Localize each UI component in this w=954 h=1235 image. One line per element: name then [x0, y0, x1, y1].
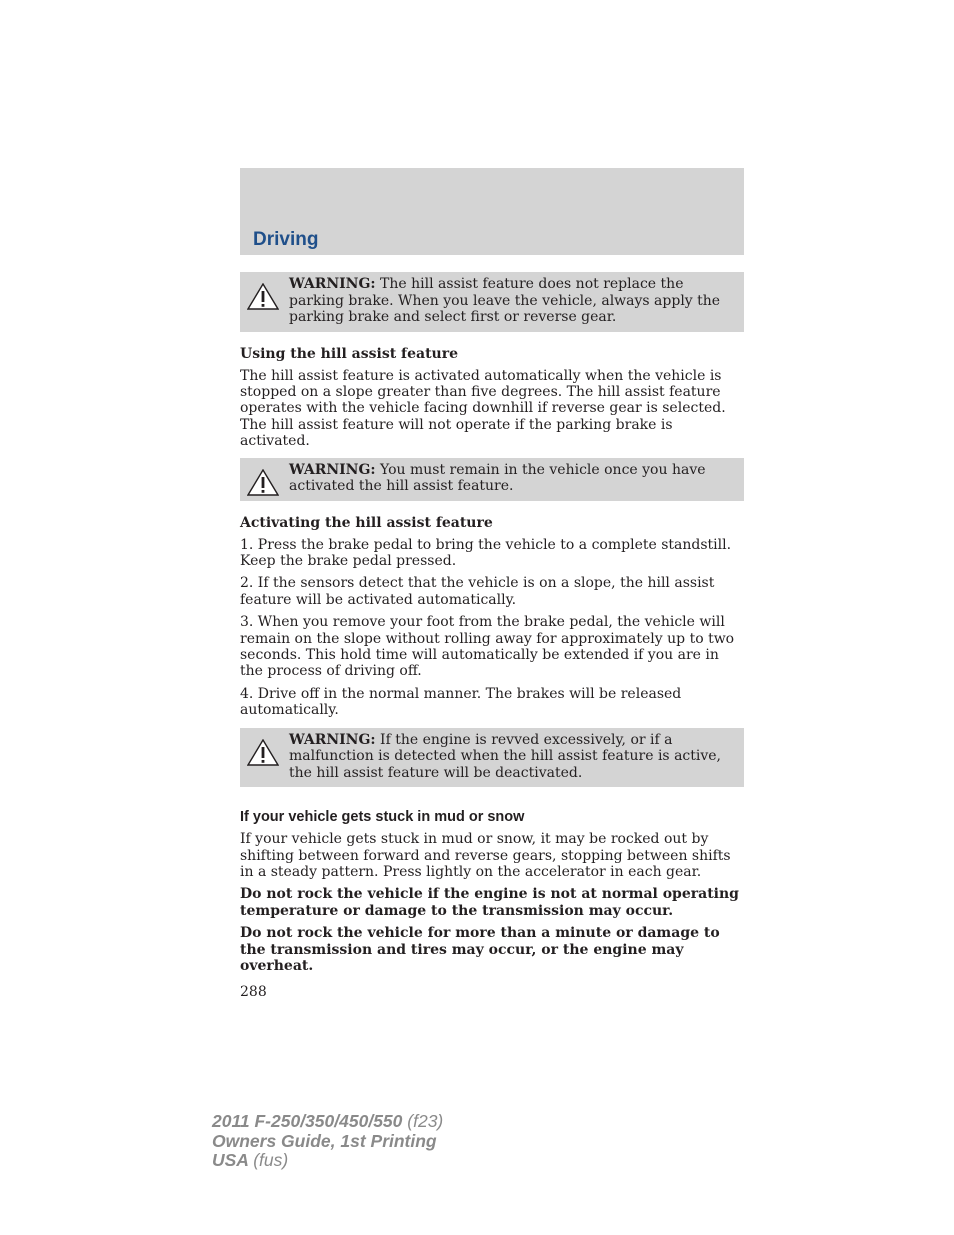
warning-label: WARNING:: [289, 276, 376, 292]
page-number: 288: [240, 984, 267, 1001]
caution-paragraph: Do not rock the vehicle for more than a minute or damage to the transmission and tires may occur, or the engine may overheat.: [240, 925, 720, 974]
section-title: Driving: [253, 229, 319, 250]
warning-label: WARNING:: [289, 731, 376, 748]
warning-triangle-icon: [247, 739, 279, 766]
footer-market-code: (fus): [253, 1150, 289, 1170]
subheading: Using the hill assist feature: [240, 345, 458, 362]
warning-label: WARNING:: [289, 461, 376, 478]
paragraph: If your vehicle gets stuck in mud or snow, it may be rocked out by shifting between forward and reverse gears, stopping between shifts in a steady pattern. Press lightly on the accelerator in each gear.: [240, 831, 731, 880]
warning-text: If the engine is revved excessively, or if a malfunction is detected when the hill assist feature is active, the hill assist feature will be deactivated.: [289, 731, 722, 781]
footer-edition: Owners Guide, 1st Printing: [212, 1130, 437, 1151]
step-item: 4. Drive off in the normal manner. The brakes will be released automatically.: [240, 685, 682, 719]
step-item: 3. When you remove your foot from the brake pedal, the vehicle will remain on the slope without rolling away for approximately up to two seconds. This hold time will automatically be extended if you are in the process of driving off.: [240, 614, 735, 680]
footer-market: USA: [212, 1150, 249, 1170]
paragraph: The hill assist feature is activated automatically when the vehicle is stopped on a slope greater than five degrees. The hill assist feature operates with the vehicle facing downhill if reverse gear is selected. The hill assist feature will not operate if the parking brake is activated.: [240, 367, 726, 450]
warning-text: You must remain in the vehicle once you have activated the hill assist feature.: [289, 461, 706, 495]
subheading: Activating the hill assist feature: [240, 514, 493, 531]
manual-page: [240, 168, 744, 1000]
footer-info: [212, 1112, 443, 1171]
warning-box: [240, 728, 744, 788]
section-header-band: [240, 168, 744, 255]
footer-model-code: (f23): [407, 1111, 444, 1131]
warning-triangle-icon: [247, 469, 279, 496]
step-item: 2. If the sensors detect that the vehicle is on a slope, the hill assist feature will be activated automatically.: [240, 575, 715, 608]
warning-box: [240, 272, 744, 332]
step-item: 1. Press the brake pedal to bring the vehicle to a complete standstill. Keep the brake pedal pressed.: [240, 536, 732, 569]
subheading: If your vehicle gets stuck in mud or snow: [240, 809, 525, 826]
footer-model: 2011 F-250/350/450/550: [212, 1111, 403, 1131]
footer-line-model: [212, 1112, 443, 1132]
warning-triangle-icon: [247, 283, 279, 310]
warning-box: [240, 458, 744, 501]
warning-text: The hill assist feature does not replace the parking brake. When you leave the vehicle, always apply the parking brake and select first or reverse gear.: [289, 276, 721, 325]
footer-line-market: [212, 1151, 443, 1171]
caution-paragraph: Do not rock the vehicle if the engine is not at normal operating temperature or damage to the transmission may occur.: [240, 886, 739, 919]
